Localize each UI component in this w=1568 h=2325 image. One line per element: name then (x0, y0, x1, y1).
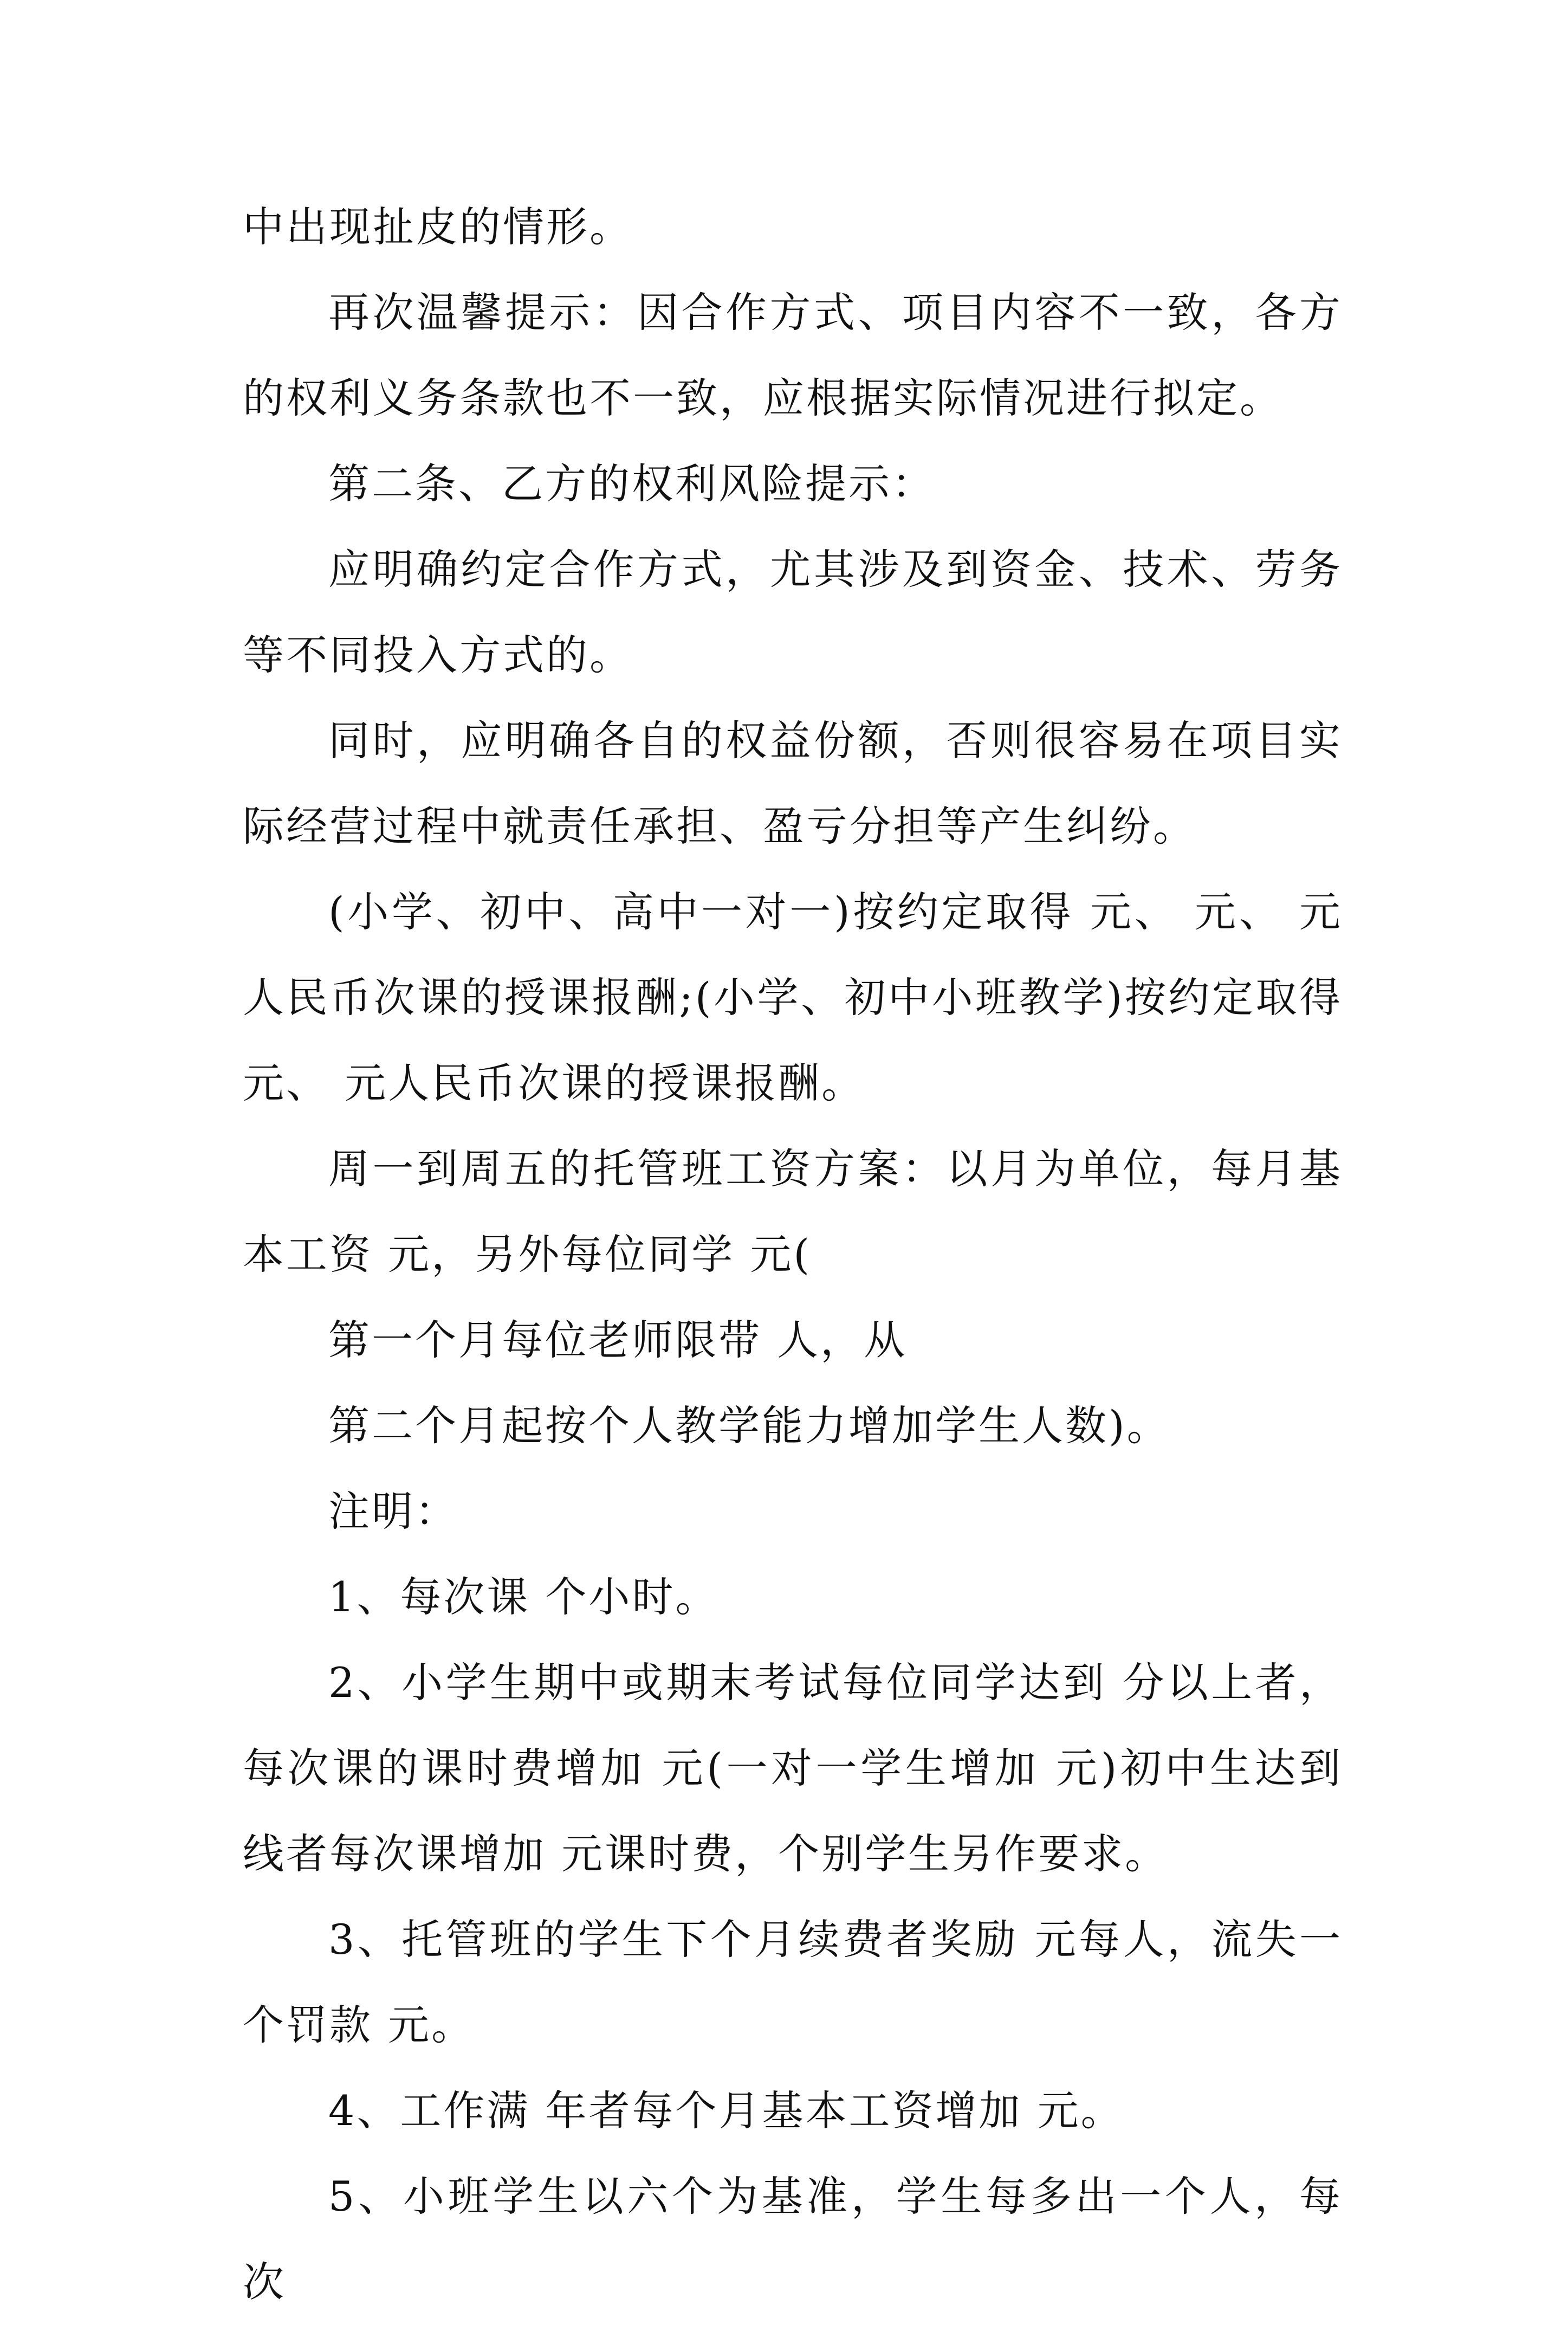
paragraph-6: (小学、初中、高中一对一)按约定取得 元、 元、 元人民币次课的授课报酬;(小学、初中小班教学)按约定取得 元、 元人民币次课的授课报酬。 (243, 888, 1343, 1107)
paragraph-7: 周一到周五的托管班工资方案：以月为单位，每月基本工资 元，另外每位同学 元( (243, 1145, 1343, 1278)
paragraph-9: 第二个月起按个人教学能力增加学生人数)。 (328, 1402, 1170, 1450)
paragraph-13: 3、托管班的学生下个月续费者奖励 元每人，流失一个罚款 元。 (243, 1915, 1343, 2049)
paragraph-15: 5、小班学生以六个为基准，学生每多出一个人，每次 (243, 2172, 1343, 2306)
paragraph-1: 中出现扯皮的情形。 (243, 203, 633, 251)
paragraph-4: 应明确约定合作方式，尤其涉及到资金、技术、劳务等不同投入方式的。 (243, 545, 1343, 679)
paragraph-8: 第一个月每位老师限带 人，从 (328, 1316, 908, 1364)
paragraph-10: 注明： (328, 1487, 458, 1535)
document-body (243, 184, 1343, 2325)
paragraph-2: 再次温馨提示：因合作方式、项目内容不一致，各方的权利义务条款也不一致，应根据实际情况进行拟定。 (243, 288, 1343, 422)
paragraph-12: 2、小学生期中或期末考试每位同学达到 分以上者，每次课的课时费增加 元(一对一学生增加 元)初中生达到 线者每次课增加 元课时费，个别学生另作要求。 (243, 1658, 1343, 1878)
paragraph-11: 1、每次课 个小时。 (328, 1573, 719, 1621)
paragraph-5: 同时，应明确各自的权益份额，否则很容易在项目实际经营过程中就责任承担、盈亏分担等产生纠纷。 (243, 716, 1343, 850)
paragraph-3: 第二条、乙方的权利风险提示： (328, 460, 935, 508)
paragraph-14: 4、工作满 年者每个月基本工资增加 元。 (328, 2087, 1124, 2135)
